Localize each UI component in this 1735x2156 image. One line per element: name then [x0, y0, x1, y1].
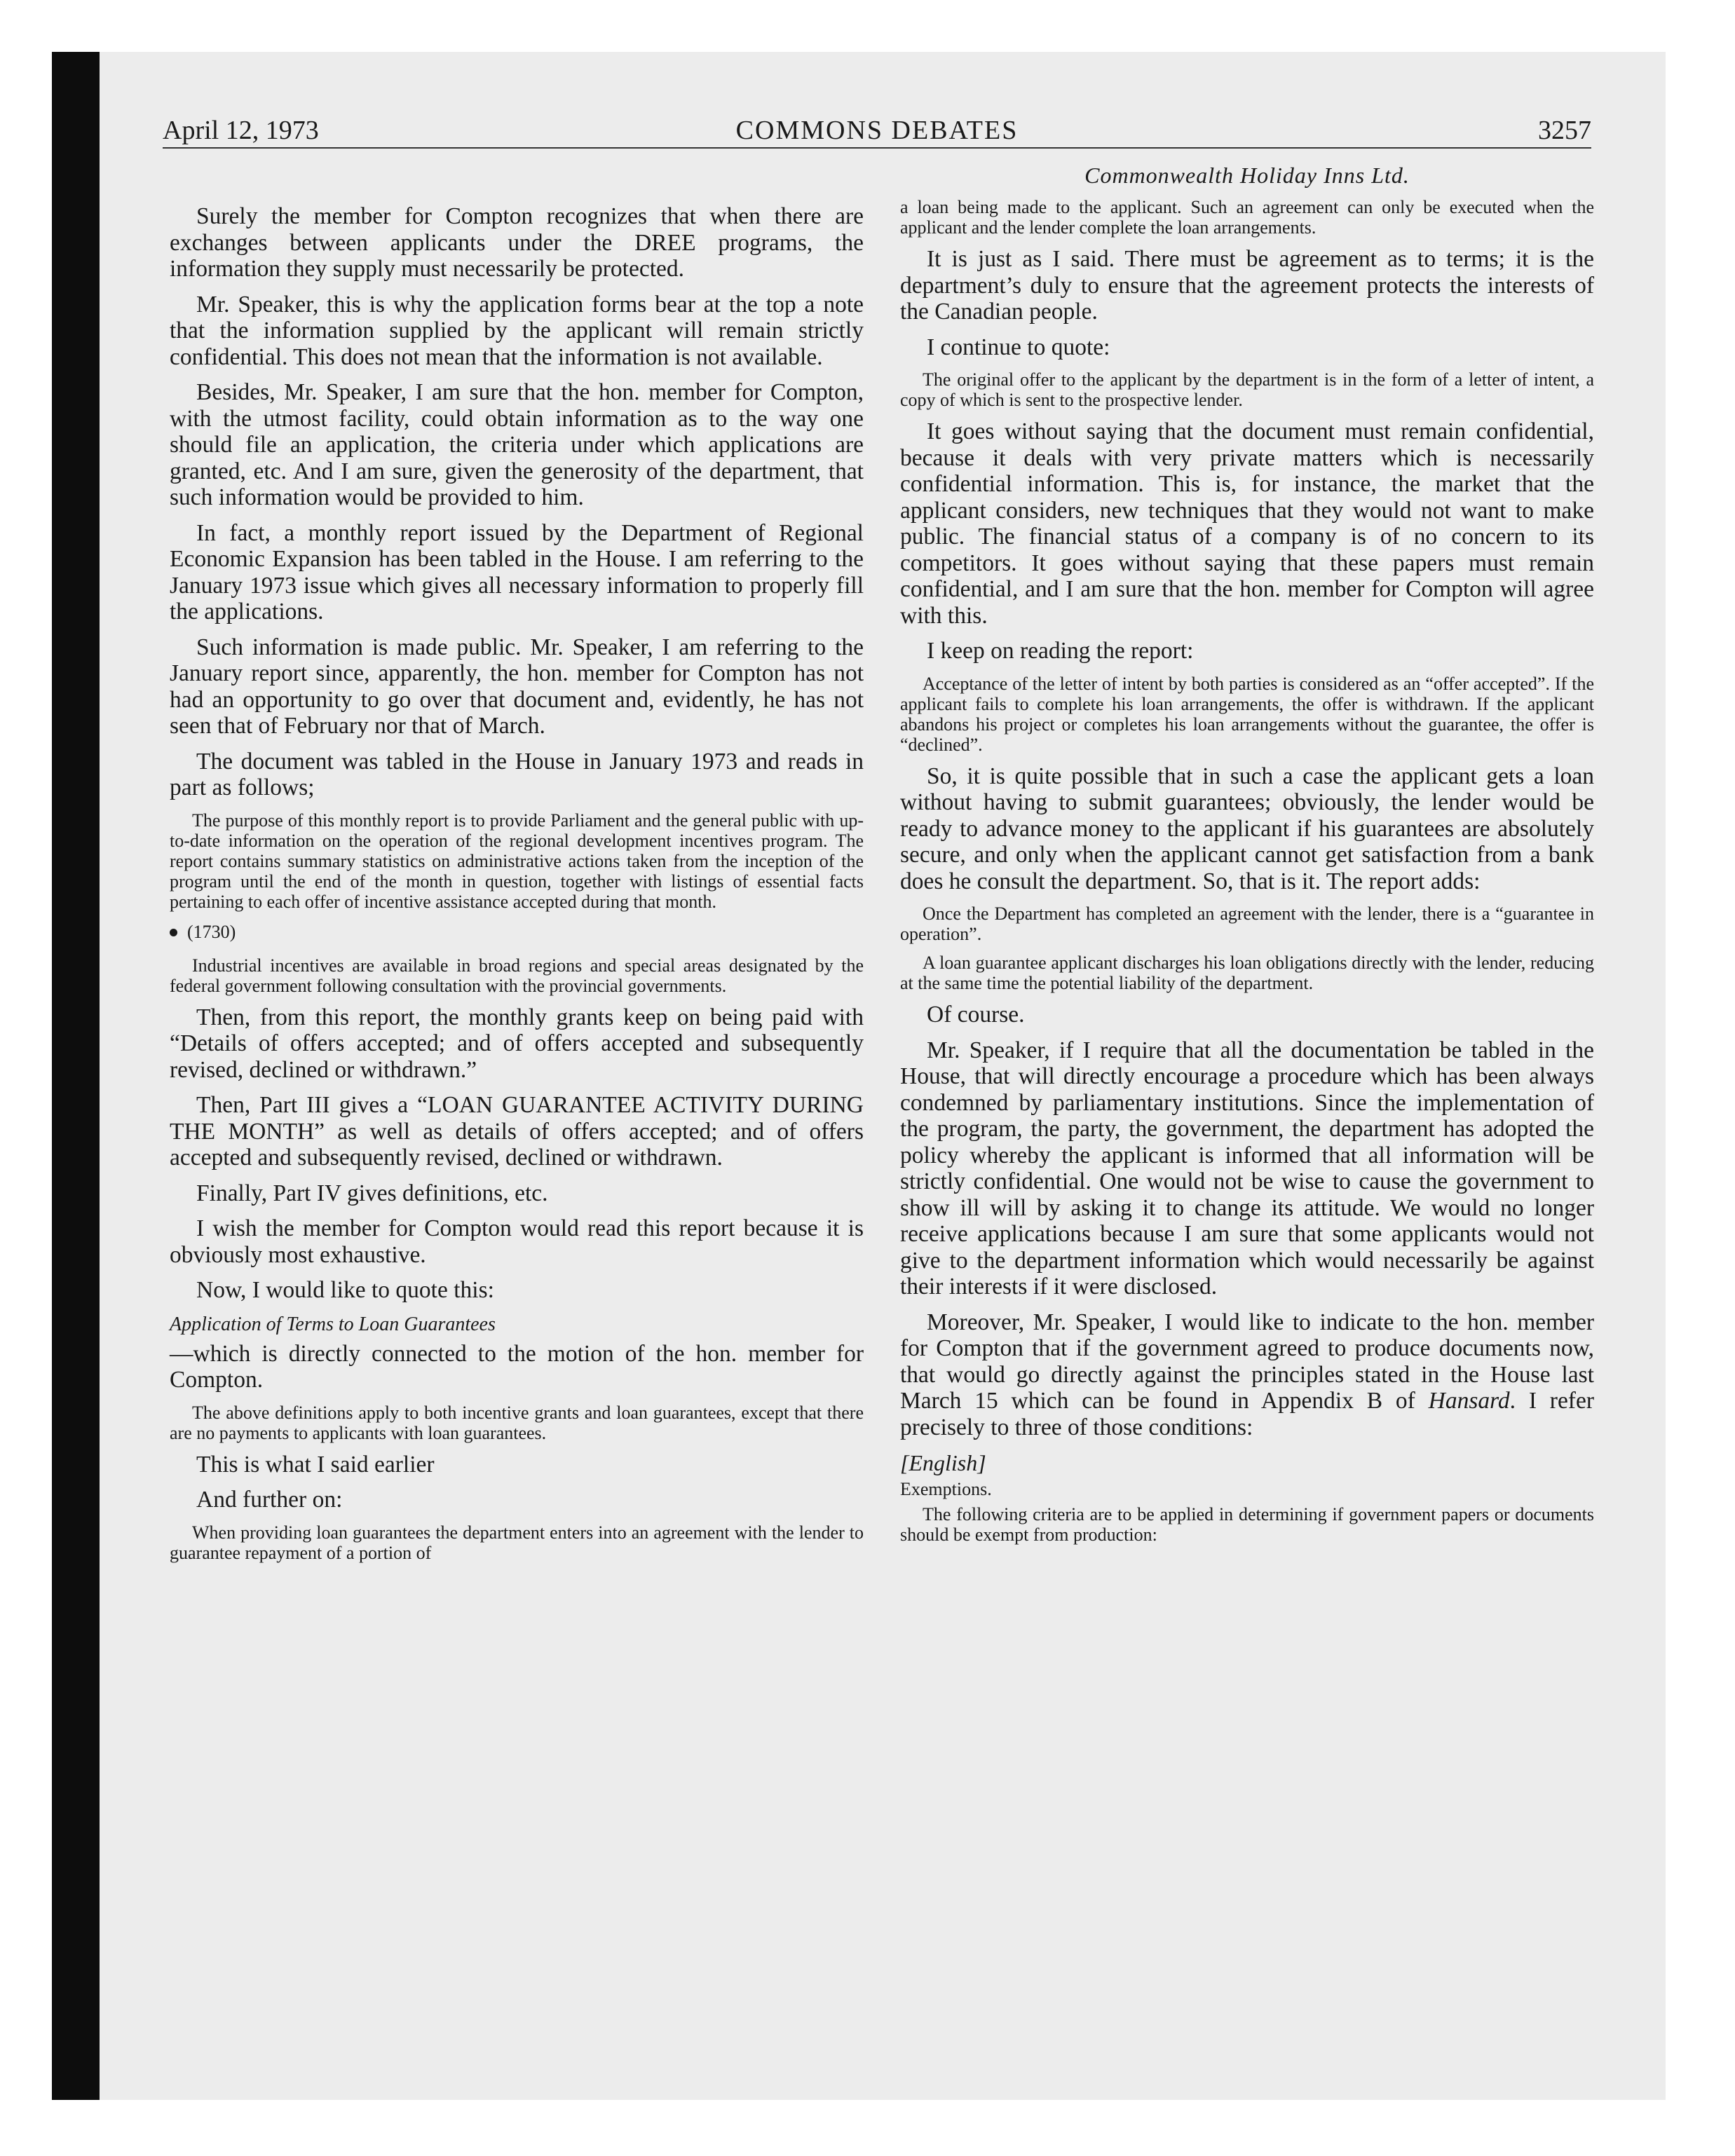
block-quote: A loan guarantee applicant discharges his loan obligations directly with the lender, reducing at the same time the potential liability of the department. — [900, 953, 1594, 993]
block-quote: The original offer to the applicant by the department is in the form of a letter of intent, a copy of which is sent to the prospective lender. — [900, 369, 1594, 410]
paragraph: Then, Part III gives a “LOAN GUARANTEE ACTIVITY DURING THE MONTH” as well as details of offers accepted; and of offers accepted and subsequently revised, declined or withdrawn. — [170, 1092, 864, 1171]
paragraph: Such information is made public. Mr. Speaker, I am referring to the January report since, apparently, the hon. member for Compton has not had an opportunity to go over that document and, evidently, he has not seen that of February nor that of March. — [170, 634, 864, 739]
paragraph: In fact, a monthly report issued by the Department of Regional Economic Expansion has been tabled in the House. I am referring to the January 1973 issue which gives all necessary information to properly fill the applications. — [170, 519, 864, 625]
paragraph: Of course. — [927, 1002, 1025, 1028]
paragraph: I keep on reading the report: — [927, 638, 1194, 664]
header-date: April 12, 1973 — [163, 116, 319, 145]
time-marker-text: (1730) — [187, 921, 236, 942]
paragraph: And further on: — [196, 1487, 343, 1513]
paragraph: Surely the member for Compton recognizes that when there are exchanges between applicants under the DREE programs, the information they supply must necessarily be protected. — [170, 203, 864, 282]
paragraph: Besides, Mr. Speaker, I am sure that the hon. member for Compton, with the utmost facility, could obtain information as to the way one should file an application, the criteria under which applications are granted, etc. And I am sure, given the generosity of the department, that such information would be provided to him. — [170, 379, 864, 510]
paragraph: This is what I said earlier — [196, 1451, 435, 1478]
block-quote: When providing loan guarantees the department enters into an agreement with the lender to guarantee repayment of a portion of — [170, 1522, 864, 1563]
bullet-icon — [170, 929, 177, 936]
paragraph-with-citation — [900, 1309, 1594, 1441]
header-page-number: 3257 — [1538, 116, 1591, 145]
block-quote: The above definitions apply to both incentive grants and loan guarantees, except that there are no payments to applicants with loan guarantees. — [170, 1402, 864, 1443]
citation-hansard: Hansard — [1428, 1388, 1510, 1414]
block-quote: Acceptance of the letter of intent by both parties is considered as an “offer accepted”. If the applicant fails to complete his loan arrangements, the offer is withdrawn. If the applicant abandons his project or completes his loan arrangements without the guarantee, the offer is “declined”. — [900, 673, 1594, 755]
running-head: Commonwealth Holiday Inns Ltd. — [1084, 163, 1410, 188]
exemptions-heading: Exemptions. — [900, 1479, 992, 1499]
right-column — [900, 163, 1594, 1553]
block-quote: Once the Department has completed an agreement with the lender, there is a “guarantee in operation”. — [900, 903, 1594, 944]
block-quote: a loan being made to the applicant. Such an agreement can only be executed when the applicant and the lender complete the loan arrangements. — [900, 197, 1594, 238]
header-title: COMMONS DEBATES — [735, 116, 1019, 145]
page-header — [163, 105, 1591, 149]
language-marker: [English] — [900, 1450, 986, 1475]
paragraph: Mr. Speaker, if I require that all the documentation be tabled in the House, that will directly encourage a procedure which has been always condemned by parliamentary institutions. Since the implementation of the program, the party, the government, the department has adopted the policy whereby the applicant is informed that all information will be strictly confidential. One would not be wise to cause the government to show ill will by asking it to change its attitude. We would no longer receive applications because I am sure that some applicants would not give to the department information which would necessarily be against their interests if it were disclosed. — [900, 1037, 1594, 1299]
paragraph: —which is directly connected to the motion of the hon. member for Compton. — [170, 1340, 864, 1393]
block-quote: The purpose of this monthly report is to provide Parliament and the general public with up-to-date information on the operation of the regional development incentives program. The report contains summary statistics on administrative actions taken from the inception of the program until the end of the month in question, together with listings of essential facts pertaining to each offer of incentive assistance accepted during that month. — [170, 810, 864, 912]
paragraph: Finally, Part IV gives definitions, etc. — [196, 1180, 548, 1206]
paragraph: So, it is quite possible that in such a case the applicant gets a loan without having to submit guarantees; obviously, the lender would be ready to advance money to the applicant if his guarantees are absolutely secure, and only when the applicant cannot get satisfaction from a bank does he consult the department. So, that is it. The report adds: — [900, 763, 1594, 894]
italic-heading: Application of Terms to Loan Guarantees — [170, 1313, 496, 1335]
paragraph: Now, I would like to quote this: — [196, 1277, 494, 1303]
citation-text-after: . I refer precisely to three of those conditions: — [900, 1388, 1594, 1440]
left-column — [170, 203, 864, 1571]
paragraph: The document was tabled in the House in January 1973 and reads in part as follows; — [170, 748, 864, 800]
block-quote: Industrial incentives are available in broad regions and special areas designated by the federal government following consultation with the provincial governments. — [170, 955, 864, 996]
paragraph: Mr. Speaker, this is why the application forms bear at the top a note that the information supplied by the applicant will remain strictly confidential. This does not mean that the information is not available. — [170, 291, 864, 370]
binding-edge — [52, 52, 100, 2100]
page — [163, 105, 1594, 2054]
time-marker — [170, 920, 864, 944]
paragraph: I wish the member for Compton would read this report because it is obviously most exhaustive. — [170, 1215, 864, 1268]
paragraph: Then, from this report, the monthly grants keep on being paid with “Details of offers accepted; and of offers accepted and subsequently revised, declined or withdrawn.” — [170, 1004, 864, 1083]
paragraph: It goes without saying that the document must remain confidential, because it deals with very private matters which is necessarily confidential information. This is, for instance, the market that the applicant considers, new techniques that they would not want to make public. The financial status of a company is of no concern to its competitors. It goes without saying that these papers must remain confidential, and I am sure that the hon. member for Compton will agree with this. — [900, 418, 1594, 629]
citation-text-before: Moreover, Mr. Speaker, I would like to indicate to the hon. member for Compton that if the government agreed to produce documents now, that would go directly against the principles stated in the House last March 15 which can be found in Appendix B of — [900, 1309, 1594, 1414]
paragraph: It is just as I said. There must be agreement as to terms; it is the department’s duly to ensure that the agreement protects the interests of the Canadian people. — [900, 246, 1594, 325]
block-quote: The following criteria are to be applied in determining if government papers or documents should be exempt from production: — [900, 1504, 1594, 1545]
paragraph: I continue to quote: — [927, 334, 1110, 360]
